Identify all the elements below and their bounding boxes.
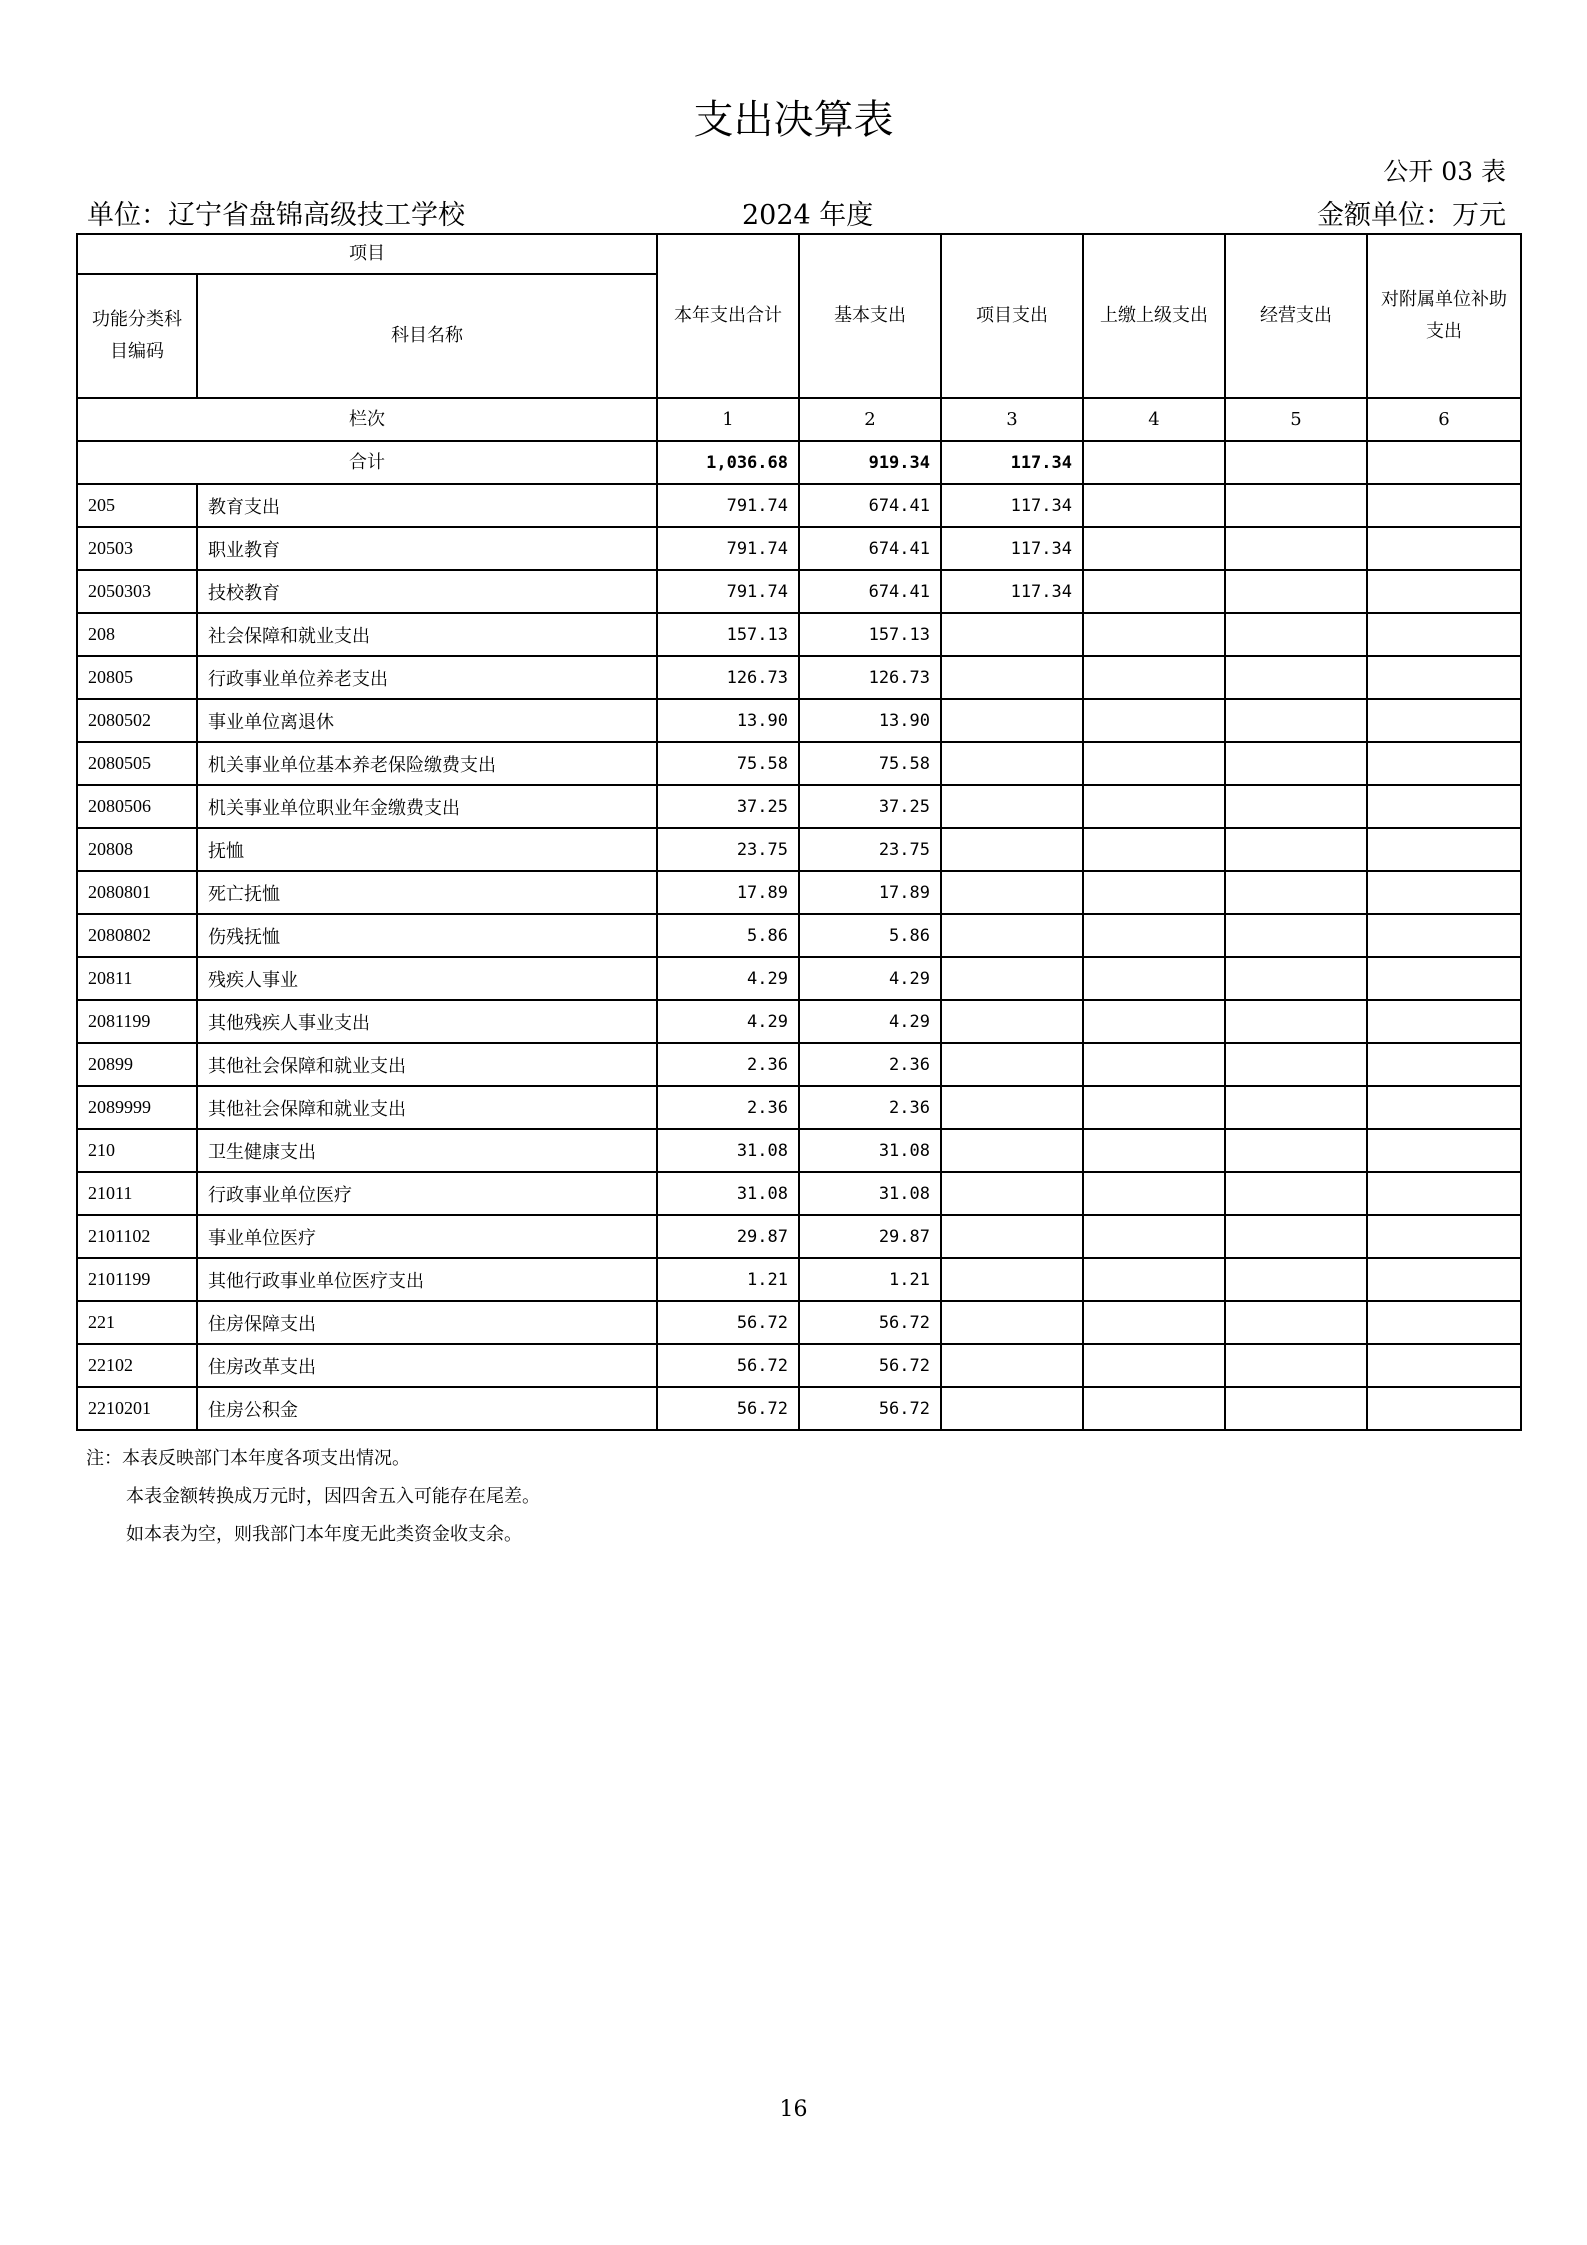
row-total-expenditure: 75.58 [657, 742, 799, 785]
table-row [77, 484, 1521, 527]
table-row [77, 1000, 1521, 1043]
row-basic-expenditure: 2.36 [799, 1043, 941, 1086]
row-name: 住房保障支出 [197, 1301, 657, 1344]
row-code: 20899 [77, 1043, 197, 1086]
row-basic-expenditure: 31.08 [799, 1129, 941, 1172]
row-operating-expenditure [1225, 1387, 1367, 1430]
row-total-expenditure: 29.87 [657, 1215, 799, 1258]
row-subsidy-affiliates [1367, 699, 1521, 742]
row-operating-expenditure [1225, 699, 1367, 742]
row-code: 2080505 [77, 742, 197, 785]
table-row [77, 1344, 1521, 1387]
row-project-expenditure [941, 957, 1083, 1000]
table-row [77, 656, 1521, 699]
row-project-expenditure [941, 1043, 1083, 1086]
table-row [77, 1043, 1521, 1086]
row-name: 机关事业单位职业年金缴费支出 [197, 785, 657, 828]
row-total-expenditure: 791.74 [657, 570, 799, 613]
fiscal-year: 2024 年度 [742, 200, 874, 231]
total-value: 919.34 [799, 441, 941, 484]
table-row [77, 914, 1521, 957]
row-operating-expenditure [1225, 914, 1367, 957]
row-name: 残疾人事业 [197, 957, 657, 1000]
table-row [77, 1301, 1521, 1344]
table-row [77, 1086, 1521, 1129]
row-operating-expenditure [1225, 742, 1367, 785]
total-label: 合计 [77, 441, 657, 484]
row-name: 机关事业单位基本养老保险缴费支出 [197, 742, 657, 785]
row-total-expenditure: 4.29 [657, 1000, 799, 1043]
header-code: 功能分类科目编码 [77, 274, 197, 398]
table-row [77, 785, 1521, 828]
note-line: 如本表为空，则我部门本年度无此类资金收支余。 [126, 1524, 522, 1545]
notes [86, 1440, 540, 1554]
row-basic-expenditure: 56.72 [799, 1301, 941, 1344]
row-name: 住房改革支出 [197, 1344, 657, 1387]
row-basic-expenditure: 13.90 [799, 699, 941, 742]
header-name: 科目名称 [197, 274, 657, 398]
row-subsidy-affiliates [1367, 785, 1521, 828]
total-value [1225, 441, 1367, 484]
row-basic-expenditure: 37.25 [799, 785, 941, 828]
table-row [77, 1129, 1521, 1172]
row-total-expenditure: 4.29 [657, 957, 799, 1000]
row-code: 21011 [77, 1172, 197, 1215]
seq-number: 4 [1083, 398, 1225, 441]
row-basic-expenditure: 31.08 [799, 1172, 941, 1215]
row-total-expenditure: 56.72 [657, 1301, 799, 1344]
row-project-expenditure [941, 871, 1083, 914]
row-code: 210 [77, 1129, 197, 1172]
row-basic-expenditure: 126.73 [799, 656, 941, 699]
row-name: 教育支出 [197, 484, 657, 527]
row-name: 行政事业单位医疗 [197, 1172, 657, 1215]
row-subsidy-affiliates [1367, 1086, 1521, 1129]
page-title: 支出决算表 [693, 97, 894, 143]
row-basic-expenditure: 4.29 [799, 1000, 941, 1043]
row-project-expenditure [941, 699, 1083, 742]
row-code: 2089999 [77, 1086, 197, 1129]
row-project-expenditure [941, 828, 1083, 871]
row-remit-superior [1083, 1043, 1225, 1086]
table-row [77, 957, 1521, 1000]
row-name: 事业单位医疗 [197, 1215, 657, 1258]
row-name: 伤残抚恤 [197, 914, 657, 957]
row-code: 2081199 [77, 1000, 197, 1043]
row-subsidy-affiliates [1367, 527, 1521, 570]
row-remit-superior [1083, 613, 1225, 656]
seq-number: 5 [1225, 398, 1367, 441]
note-line: 注：本表反映部门本年度各项支出情况。 [86, 1448, 410, 1469]
seq-number: 6 [1367, 398, 1521, 441]
row-operating-expenditure [1225, 570, 1367, 613]
row-remit-superior [1083, 1129, 1225, 1172]
row-subsidy-affiliates [1367, 1172, 1521, 1215]
row-name: 技校教育 [197, 570, 657, 613]
row-total-expenditure: 126.73 [657, 656, 799, 699]
row-project-expenditure [941, 613, 1083, 656]
table-row [77, 742, 1521, 785]
row-operating-expenditure [1225, 484, 1367, 527]
seq-row [77, 398, 1521, 441]
table-row [77, 1258, 1521, 1301]
row-total-expenditure: 31.08 [657, 1129, 799, 1172]
row-name: 死亡抚恤 [197, 871, 657, 914]
row-remit-superior [1083, 785, 1225, 828]
row-operating-expenditure [1225, 527, 1367, 570]
row-code: 22102 [77, 1344, 197, 1387]
row-operating-expenditure [1225, 1086, 1367, 1129]
row-total-expenditure: 5.86 [657, 914, 799, 957]
header-item: 项目 [77, 234, 657, 274]
row-remit-superior [1083, 1387, 1225, 1430]
row-subsidy-affiliates [1367, 1301, 1521, 1344]
row-name: 其他行政事业单位医疗支出 [197, 1258, 657, 1301]
row-name: 卫生健康支出 [197, 1129, 657, 1172]
row-remit-superior [1083, 484, 1225, 527]
row-code: 2101199 [77, 1258, 197, 1301]
row-project-expenditure [941, 1215, 1083, 1258]
row-subsidy-affiliates [1367, 1043, 1521, 1086]
row-remit-superior [1083, 527, 1225, 570]
row-basic-expenditure: 17.89 [799, 871, 941, 914]
row-name: 住房公积金 [197, 1387, 657, 1430]
seq-number: 1 [657, 398, 799, 441]
row-basic-expenditure: 674.41 [799, 484, 941, 527]
row-basic-expenditure: 75.58 [799, 742, 941, 785]
row-project-expenditure: 117.34 [941, 570, 1083, 613]
row-subsidy-affiliates [1367, 570, 1521, 613]
table-row [77, 613, 1521, 656]
row-remit-superior [1083, 570, 1225, 613]
row-project-expenditure [941, 1086, 1083, 1129]
row-name: 其他残疾人事业支出 [197, 1000, 657, 1043]
unit-label: 单位：辽宁省盘锦高级技工学校 [87, 200, 465, 231]
row-total-expenditure: 1.21 [657, 1258, 799, 1301]
row-code: 2080506 [77, 785, 197, 828]
row-subsidy-affiliates [1367, 1215, 1521, 1258]
table-row [77, 527, 1521, 570]
row-total-expenditure: 2.36 [657, 1043, 799, 1086]
row-basic-expenditure: 1.21 [799, 1258, 941, 1301]
row-remit-superior [1083, 914, 1225, 957]
row-project-expenditure [941, 785, 1083, 828]
row-remit-superior [1083, 699, 1225, 742]
form-number: 公开 03 表 [1383, 157, 1506, 186]
row-project-expenditure [941, 1172, 1083, 1215]
expenditure-table [76, 233, 1522, 1431]
row-operating-expenditure [1225, 1172, 1367, 1215]
row-operating-expenditure [1225, 613, 1367, 656]
row-remit-superior [1083, 1172, 1225, 1215]
row-code: 20805 [77, 656, 197, 699]
row-name: 职业教育 [197, 527, 657, 570]
row-subsidy-affiliates [1367, 914, 1521, 957]
table-row [77, 828, 1521, 871]
row-total-expenditure: 791.74 [657, 484, 799, 527]
row-remit-superior [1083, 1258, 1225, 1301]
seq-number: 2 [799, 398, 941, 441]
row-total-expenditure: 56.72 [657, 1387, 799, 1430]
row-code: 205 [77, 484, 197, 527]
row-operating-expenditure [1225, 1043, 1367, 1086]
seq-label: 栏次 [77, 398, 657, 441]
row-project-expenditure [941, 1301, 1083, 1344]
row-remit-superior [1083, 1344, 1225, 1387]
header-project-expenditure: 项目支出 [941, 234, 1083, 398]
row-project-expenditure [941, 742, 1083, 785]
row-name: 抚恤 [197, 828, 657, 871]
row-code: 2101102 [77, 1215, 197, 1258]
total-value: 117.34 [941, 441, 1083, 484]
table-row [77, 1172, 1521, 1215]
row-name: 行政事业单位养老支出 [197, 656, 657, 699]
row-project-expenditure [941, 1129, 1083, 1172]
row-subsidy-affiliates [1367, 613, 1521, 656]
row-name: 其他社会保障和就业支出 [197, 1043, 657, 1086]
row-total-expenditure: 56.72 [657, 1344, 799, 1387]
row-subsidy-affiliates [1367, 1000, 1521, 1043]
total-value [1083, 441, 1225, 484]
row-code: 208 [77, 613, 197, 656]
row-operating-expenditure [1225, 1258, 1367, 1301]
row-basic-expenditure: 674.41 [799, 570, 941, 613]
row-operating-expenditure [1225, 1344, 1367, 1387]
total-value: 1,036.68 [657, 441, 799, 484]
table-row [77, 871, 1521, 914]
row-subsidy-affiliates [1367, 1129, 1521, 1172]
row-remit-superior [1083, 957, 1225, 1000]
row-code: 2080802 [77, 914, 197, 957]
row-remit-superior [1083, 1301, 1225, 1344]
header-subsidy-affiliates: 对附属单位补助支出 [1367, 234, 1521, 398]
row-basic-expenditure: 56.72 [799, 1387, 941, 1430]
row-code: 20503 [77, 527, 197, 570]
row-subsidy-affiliates [1367, 484, 1521, 527]
note-line: 本表金额转换成万元时，因四舍五入可能存在尾差。 [126, 1486, 540, 1507]
header-remit-superior: 上缴上级支出 [1083, 234, 1225, 398]
row-remit-superior [1083, 1000, 1225, 1043]
row-total-expenditure: 791.74 [657, 527, 799, 570]
row-operating-expenditure [1225, 871, 1367, 914]
row-remit-superior [1083, 828, 1225, 871]
total-row [77, 441, 1521, 484]
row-project-expenditure [941, 656, 1083, 699]
row-remit-superior [1083, 871, 1225, 914]
total-value [1367, 441, 1521, 484]
row-remit-superior [1083, 1215, 1225, 1258]
table-row [77, 570, 1521, 613]
row-basic-expenditure: 5.86 [799, 914, 941, 957]
row-subsidy-affiliates [1367, 1344, 1521, 1387]
row-subsidy-affiliates [1367, 656, 1521, 699]
table-row [77, 1387, 1521, 1430]
row-project-expenditure [941, 1000, 1083, 1043]
row-subsidy-affiliates [1367, 1258, 1521, 1301]
row-operating-expenditure [1225, 656, 1367, 699]
row-code: 221 [77, 1301, 197, 1344]
table-row [77, 1215, 1521, 1258]
row-total-expenditure: 2.36 [657, 1086, 799, 1129]
row-project-expenditure: 117.34 [941, 527, 1083, 570]
row-code: 20808 [77, 828, 197, 871]
table-row [77, 699, 1521, 742]
row-operating-expenditure [1225, 828, 1367, 871]
row-operating-expenditure [1225, 1000, 1367, 1043]
row-total-expenditure: 31.08 [657, 1172, 799, 1215]
row-project-expenditure [941, 1387, 1083, 1430]
row-code: 2080502 [77, 699, 197, 742]
row-code: 2080801 [77, 871, 197, 914]
page-number: 16 [779, 2097, 808, 2122]
row-basic-expenditure: 674.41 [799, 527, 941, 570]
row-subsidy-affiliates [1367, 957, 1521, 1000]
row-total-expenditure: 157.13 [657, 613, 799, 656]
header-operating-expenditure: 经营支出 [1225, 234, 1367, 398]
row-operating-expenditure [1225, 1215, 1367, 1258]
row-operating-expenditure [1225, 785, 1367, 828]
row-project-expenditure: 117.34 [941, 484, 1083, 527]
row-total-expenditure: 13.90 [657, 699, 799, 742]
row-subsidy-affiliates [1367, 742, 1521, 785]
header-total-expenditure: 本年支出合计 [657, 234, 799, 398]
row-subsidy-affiliates [1367, 871, 1521, 914]
row-remit-superior [1083, 656, 1225, 699]
row-operating-expenditure [1225, 1129, 1367, 1172]
header-basic-expenditure: 基本支出 [799, 234, 941, 398]
seq-number: 3 [941, 398, 1083, 441]
row-project-expenditure [941, 1344, 1083, 1387]
row-name: 社会保障和就业支出 [197, 613, 657, 656]
row-total-expenditure: 23.75 [657, 828, 799, 871]
row-basic-expenditure: 29.87 [799, 1215, 941, 1258]
row-total-expenditure: 37.25 [657, 785, 799, 828]
row-project-expenditure [941, 914, 1083, 957]
row-code: 2050303 [77, 570, 197, 613]
row-subsidy-affiliates [1367, 828, 1521, 871]
row-subsidy-affiliates [1367, 1387, 1521, 1430]
row-name: 事业单位离退休 [197, 699, 657, 742]
row-basic-expenditure: 2.36 [799, 1086, 941, 1129]
row-operating-expenditure [1225, 1301, 1367, 1344]
row-code: 20811 [77, 957, 197, 1000]
row-name: 其他社会保障和就业支出 [197, 1086, 657, 1129]
row-total-expenditure: 17.89 [657, 871, 799, 914]
row-basic-expenditure: 23.75 [799, 828, 941, 871]
row-remit-superior [1083, 742, 1225, 785]
row-operating-expenditure [1225, 957, 1367, 1000]
row-basic-expenditure: 56.72 [799, 1344, 941, 1387]
row-code: 2210201 [77, 1387, 197, 1430]
row-basic-expenditure: 4.29 [799, 957, 941, 1000]
row-remit-superior [1083, 1086, 1225, 1129]
row-basic-expenditure: 157.13 [799, 613, 941, 656]
row-project-expenditure [941, 1258, 1083, 1301]
money-unit: 金额单位：万元 [1317, 200, 1506, 231]
